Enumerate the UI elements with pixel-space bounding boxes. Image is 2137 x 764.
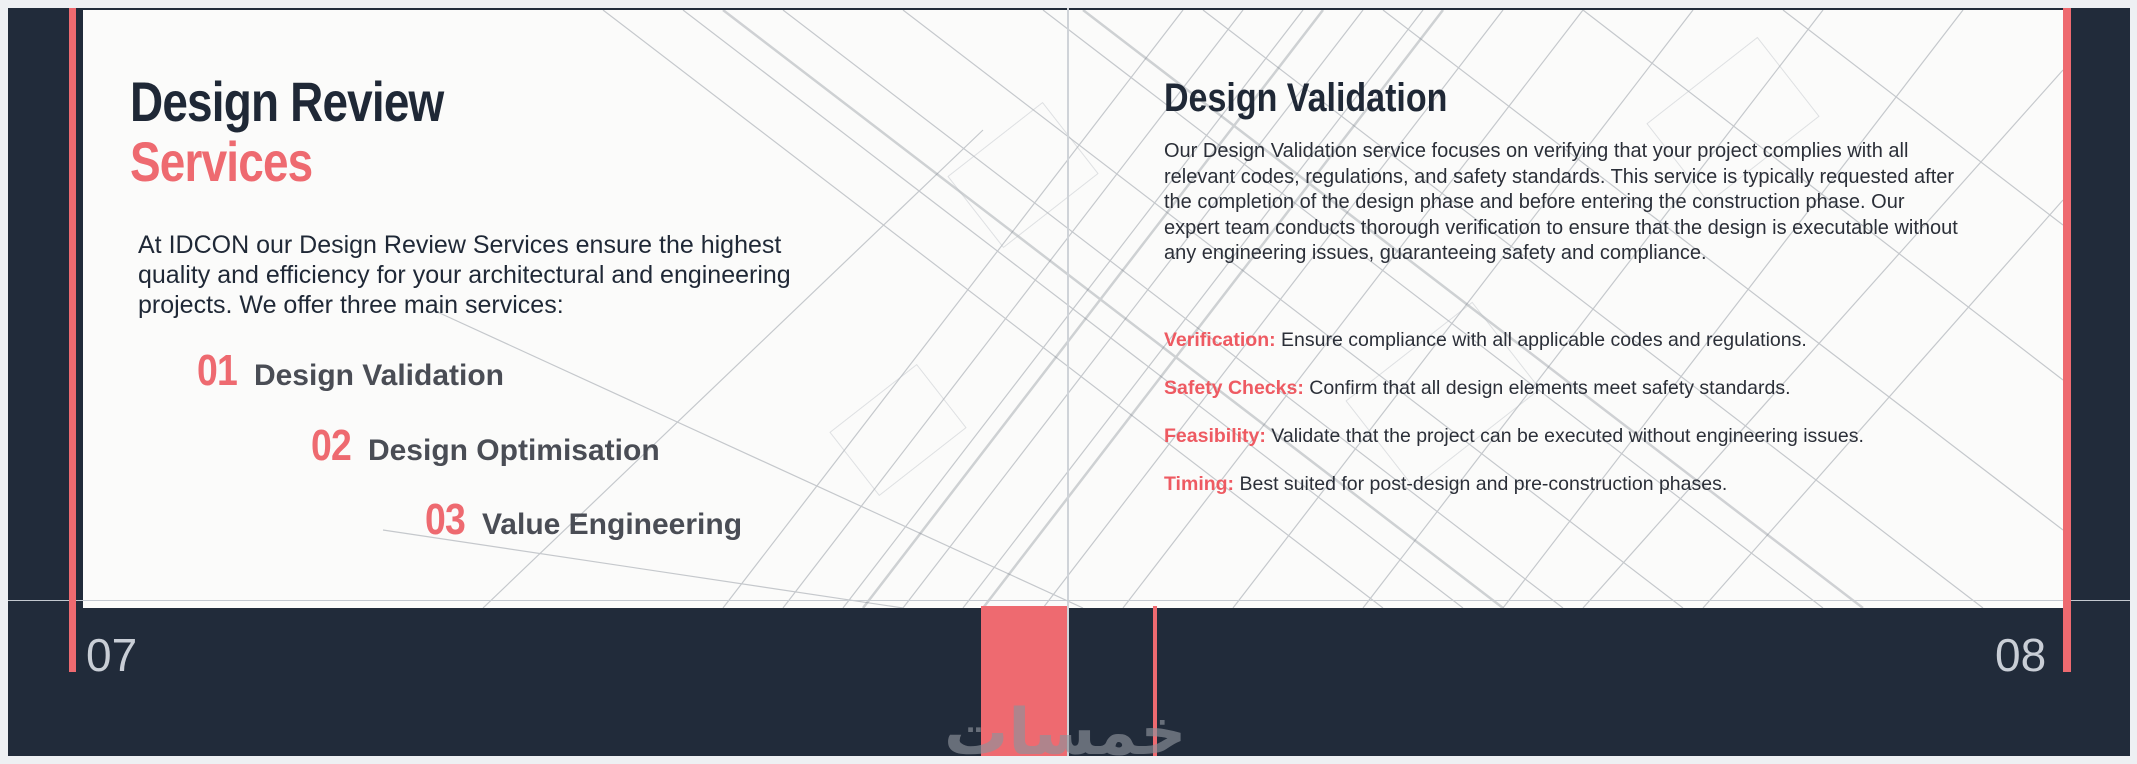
- service-number: 03: [425, 495, 465, 544]
- brochure-spread: [8, 8, 2130, 756]
- service-name: Design Validation: [253, 359, 505, 392]
- page-divider: [1067, 8, 1069, 756]
- service-number: 01: [197, 346, 237, 395]
- service-item-2: [311, 421, 660, 471]
- service-item-1: [197, 346, 504, 396]
- page-number-right: 08: [1995, 629, 2047, 681]
- right-accent-bar: [2063, 8, 2071, 672]
- page-title-line2: Services: [130, 130, 313, 193]
- intro-text: At IDCON our Design Review Services ensure the highest quality and efficiency for your architectural and engineering projects. We offer three main services:: [138, 231, 791, 319]
- bullet-text: Ensure compliance with all applicable codes and regulations.: [1275, 329, 1807, 351]
- bullet-label: Timing:: [1164, 473, 1235, 495]
- service-name: Design Optimisation: [367, 434, 660, 467]
- section-paragraph: Our Design Validation service focuses on verifying that your project complies with all relevant codes, regulations, and safety standards. This service is typically requested after the completion of the design phase and before entering the construction phase. Our expert team conducts thorough verification to ensure that the design is executable without any engineering issues, guaranteeing safety and compliance.: [1164, 140, 1958, 264]
- service-number: 02: [311, 421, 351, 470]
- left-accent-bar: [69, 8, 76, 672]
- bullet-safety-checks: [1164, 377, 1790, 400]
- service-name: Value Engineering: [481, 508, 743, 541]
- watermark-logo: خمسات: [944, 696, 1187, 756]
- bullet-timing: [1164, 473, 1727, 496]
- bullet-feasibility: [1164, 425, 1864, 448]
- service-item-3: [425, 495, 742, 545]
- section-heading: Design Validation: [1164, 76, 1448, 120]
- page-title-line1: Design Review: [130, 70, 444, 133]
- bullet-verification: [1164, 329, 1807, 352]
- bullet-label: Safety Checks:: [1164, 377, 1304, 399]
- bullet-label: Verification:: [1164, 329, 1276, 351]
- bullet-text: Best suited for post-design and pre-construction phases.: [1234, 473, 1728, 495]
- page-number-left: 07: [86, 629, 138, 681]
- bullet-text: Confirm that all design elements meet safety standards.: [1303, 377, 1791, 399]
- bullet-label: Feasibility:: [1164, 425, 1266, 447]
- bullet-text: Validate that the project can be executed without engineering issues.: [1265, 425, 1864, 447]
- horizontal-rule: [8, 600, 2130, 601]
